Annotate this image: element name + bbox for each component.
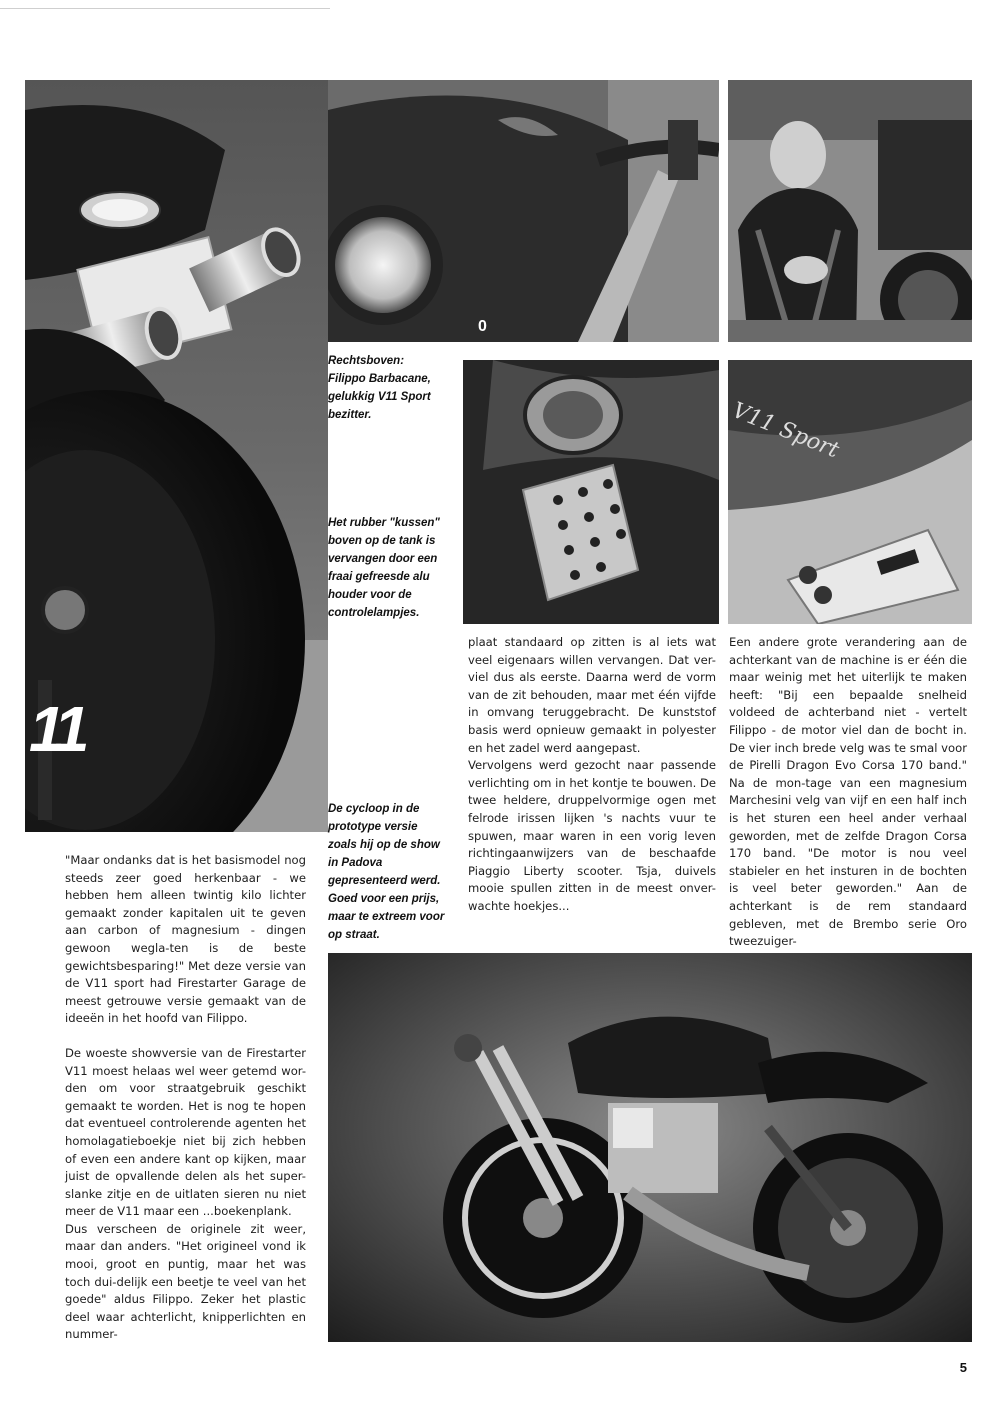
caption-rider: Rechtsboven: Filippo Barbacane, gelukkig V11 Sport bezitter.: [328, 355, 431, 421]
paragraph: Vervolgens werd gezocht naar passende verlichting om in het kontje te bouwen. De twee heldere, druppelvormige ogen met felrode irissen lijken 's nachts vuur te spuwen, maar waren in een vorig leven richtingaanwijzers van de beschaafde Piaggio Liberty scooter. Tsja, duivels mooie spullen zitten in de meest onver-wachte hoekjes...: [468, 758, 717, 913]
tank-illustration: [463, 360, 719, 624]
text-column-left: [65, 852, 306, 1344]
photo-tank-alu-holder: [463, 360, 719, 624]
page-number: 5: [959, 1360, 967, 1375]
photo-rear-wheel-exhausts: [25, 80, 328, 832]
paragraph: De woeste showversie van de Firestarter V11 moest helaas wel weer getemd wor-den om voor straatgebruik geschikt gemaakt te worden. Het is nog te hopen dat eventueel controlerende agenten het homolagatieboekje niet bij zich hebben of even een andere kant op kijken, maar juist de opvallende delen als het super-slanke zitje en de uitlaten sieren nu niet meer de V11 maar een ...boekenplank.: [65, 1045, 306, 1219]
text-column-right: [729, 634, 967, 951]
paragraph: Dus verscheen de originele zit weer, maar dan anders. "Het origineel vond ik mooi, groot en puntig, maar het was toch dui-delijk een beetje te veel van het goede" aldus Filippo. Zeker het plastic deel waar achterlicht, knipperlichten en nummer-: [65, 1221, 306, 1342]
tail-illustration: [728, 360, 972, 624]
paragraph: Een andere grote verandering aan de achterkant van de machine is er één die maar weinig met het uiterlijk te maken heeft: "Bij een bepaalde snelheid voldeed de achterband niet - vertelt Filippo - de motor viel dan de bocht in. De vier inch brede velg was te smal voor de Pirelli Dragon Evo Corsa 170 band." Na de mon-tage van een magnesium Marchesini velg van vijf en een half inch is het sturen een heel ander verhaal geworden, met de zelfde Dragon Corsa 170 band. "De motor is nou veel stabieler en het insturen in de bochten is veel beter geworden." Aan de achterkant is de rem standaard gebleven, met de Brembo serie Oro tweezuiger-: [729, 635, 967, 949]
top-rule: [0, 8, 330, 9]
photo-tail-v11-sport: [728, 360, 972, 624]
caption-cycloop: De cycloop in de prototype versie zoals hij op de show in Padova gepresenteerd werd. Goed voor een prijs, maar te extreem voor op straat.: [328, 803, 445, 941]
caption-tank: Het rubber "kussen" boven op de tank is vervangen door een fraai gefreesde alu houder voor de controlelampjes.: [328, 517, 440, 619]
photo-headlight: [328, 80, 719, 342]
photo-full-bike: [328, 953, 972, 1342]
rider-illustration: [728, 80, 972, 342]
tail-script-text: V11 Sport: [728, 398, 843, 464]
photo-overlay-number: 11: [29, 693, 84, 765]
bike-illustration: [328, 953, 972, 1342]
photo-rider-filippo: [728, 80, 972, 342]
headlight-illustration: [328, 80, 719, 342]
paragraph: plaat standaard op zitten is al iets wat veel eigenaars willen vervangen. Dat ver-viel dus als eerste. Daarna werd de vorm van de zit behouden, maar met één vijfde in omvang teruggebracht. De kunststof basis werd opnieuw gemaakt in polyester en het zadel werd aangepast.: [468, 635, 716, 755]
text-column-middle: [468, 634, 716, 916]
paragraph: "Maar ondanks dat is het basismodel nog steeds zeer goed herkenbaar - we hebben hem alleen twintig kilo lichter gemaakt zonder kapitalen uit te geven aan carbon of magnesium - dingen gewoon wegla-ten is de beste gewichtsbesparing!" Met deze versie van de V11 sport had Firestarter Garage de meest getrouwe versie gemaakt van de ideeën in het hoofd van Filippo.: [65, 853, 306, 1026]
photo-overlay-zero: 0: [478, 318, 487, 335]
